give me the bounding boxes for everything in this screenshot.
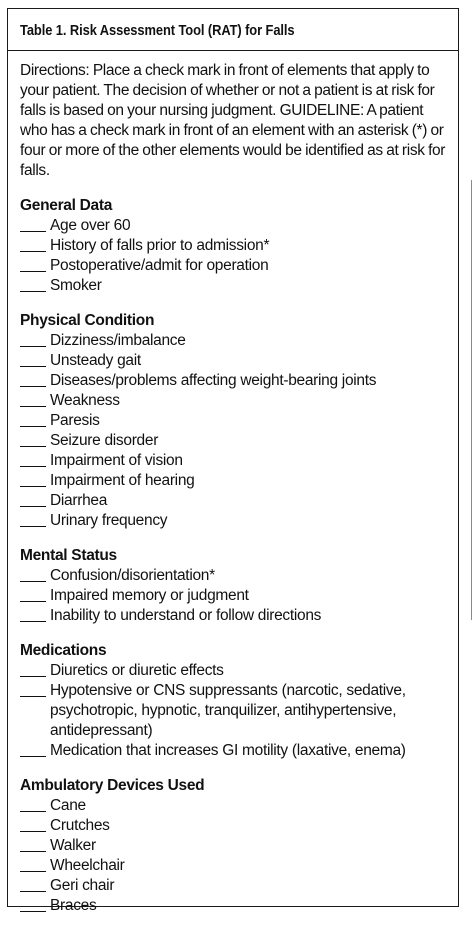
section-ambulatory-devices-used: [20, 776, 452, 916]
checkmark-blank: [20, 431, 46, 447]
checklist-item-label: Cane: [50, 797, 86, 814]
checkmark-blank: [20, 371, 46, 387]
checkmark-blank: [20, 391, 46, 407]
checklist-item-label: Weakness: [50, 392, 120, 409]
checklist-item: [20, 351, 452, 371]
checklist-item-label: Braces: [50, 897, 97, 914]
checklist-item: [20, 816, 452, 836]
checklist-item: [20, 566, 452, 586]
checklist-item-label: Geri chair: [50, 877, 115, 894]
checkmark-blank: [20, 586, 46, 602]
checklist-item: [20, 256, 452, 276]
checkmark-blank: [20, 856, 46, 872]
checklist-item-label: Impairment of hearing: [50, 472, 195, 489]
checklist-item-label: Postoperative/admit for operation: [50, 257, 269, 274]
section-heading: Mental Status: [20, 547, 117, 564]
checkmark-blank: [20, 451, 46, 467]
checkmark-blank: [20, 896, 46, 912]
section-mental-status: [20, 546, 452, 626]
section-heading: Physical Condition: [20, 312, 155, 329]
directions-text: Directions: Place a check mark in front of elements that apply to your patient. The decision of whether or not a patient is at risk for falls is based on your nursing judgment. GUIDELINE: A patient who has a check mark in front of an element with an asterisk (*) or four or more of the other elements would be identified as at risk for falls.: [20, 62, 446, 179]
checkmark-blank: [20, 236, 46, 252]
table-content: [20, 61, 452, 931]
checklist-item-label: Seizure disorder: [50, 432, 159, 449]
checkmark-blank: [20, 256, 46, 272]
checkmark-blank: [20, 606, 46, 622]
checklist-item-label: Smoker: [50, 277, 102, 294]
checklist-item: [20, 236, 452, 256]
page-edge-line: [471, 180, 472, 620]
section-medications: [20, 641, 452, 761]
table-frame: [7, 8, 459, 914]
checkmark-blank: [20, 876, 46, 892]
sections-container: [20, 196, 452, 916]
checklist-item: [20, 216, 452, 236]
checkmark-blank: [20, 216, 46, 232]
checklist-item: [20, 431, 452, 451]
checklist-item: [20, 876, 452, 896]
checklist-item: [20, 511, 452, 531]
checkmark-blank: [20, 276, 46, 292]
checklist-item-label: Hypotensive or CNS suppressants (narcotic, sedative, psychotropic, hypnotic, tranquilizer, antihypertensive, antidepressant): [50, 682, 406, 739]
checklist-item-label: Impairment of vision: [50, 452, 183, 469]
checklist-item-label: Diuretics or diuretic effects: [50, 662, 224, 679]
checklist-item-label: Paresis: [50, 412, 100, 429]
checkmark-blank: [20, 491, 46, 507]
checkmark-blank: [20, 796, 46, 812]
checkmark-blank: [20, 411, 46, 427]
checklist-item: [20, 371, 452, 391]
checklist-item: [20, 491, 452, 511]
checkmark-blank: [20, 836, 46, 852]
checklist-item-label: History of falls prior to admission*: [50, 237, 270, 254]
checklist-item-label: Impaired memory or judgment: [50, 587, 249, 604]
checklist-item-label: Age over 60: [50, 217, 131, 234]
checkmark-blank: [20, 511, 46, 527]
checklist-item: [20, 586, 452, 606]
section-physical-condition: [20, 311, 452, 531]
checkmark-blank: [20, 681, 46, 697]
checklist-item-label: Medication that increases GI motility (laxative, enema): [50, 742, 406, 759]
checklist-item-label: Confusion/disorientation*: [50, 567, 215, 584]
checkmark-blank: [20, 351, 46, 367]
checklist-item: [20, 471, 452, 491]
checklist-item: [20, 661, 452, 681]
checkmark-blank: [20, 661, 46, 677]
checklist-item: [20, 451, 452, 471]
checkmark-blank: [20, 566, 46, 582]
checklist-item-label: Wheelchair: [50, 857, 125, 874]
checkmark-blank: [20, 816, 46, 832]
checklist-item-label: Diseases/problems affecting weight-bearing joints: [50, 372, 377, 389]
title-bar: [8, 9, 458, 51]
section-heading: Ambulatory Devices Used: [20, 777, 205, 794]
checklist-item: [20, 796, 452, 816]
checklist-item-label: Crutches: [50, 817, 110, 834]
checklist-item: [20, 836, 452, 856]
checklist-item: [20, 411, 452, 431]
checklist-item-label: Urinary frequency: [50, 512, 168, 529]
checklist-item: [20, 896, 452, 916]
checklist-item: [20, 741, 452, 761]
checklist-item-label: Walker: [50, 837, 96, 854]
checklist-item: [20, 606, 452, 626]
checklist-item: [20, 856, 452, 876]
checklist-item: [20, 681, 452, 741]
checklist-item: [20, 331, 452, 351]
checklist-item: [20, 391, 452, 411]
checklist-item-label: Dizziness/imbalance: [50, 332, 186, 349]
checkmark-blank: [20, 471, 46, 487]
checklist-item: [20, 276, 452, 296]
checklist-item-label: Inability to understand or follow directions: [50, 607, 322, 624]
checklist-item-label: Unsteady gait: [50, 352, 141, 369]
section-heading: Medications: [20, 642, 107, 659]
table-title: Table 1. Risk Assessment Tool (RAT) for Falls: [20, 22, 295, 39]
section-general-data: [20, 196, 452, 296]
checklist-item-label: Diarrhea: [50, 492, 108, 509]
checkmark-blank: [20, 741, 46, 757]
section-heading: General Data: [20, 197, 113, 214]
checkmark-blank: [20, 331, 46, 347]
